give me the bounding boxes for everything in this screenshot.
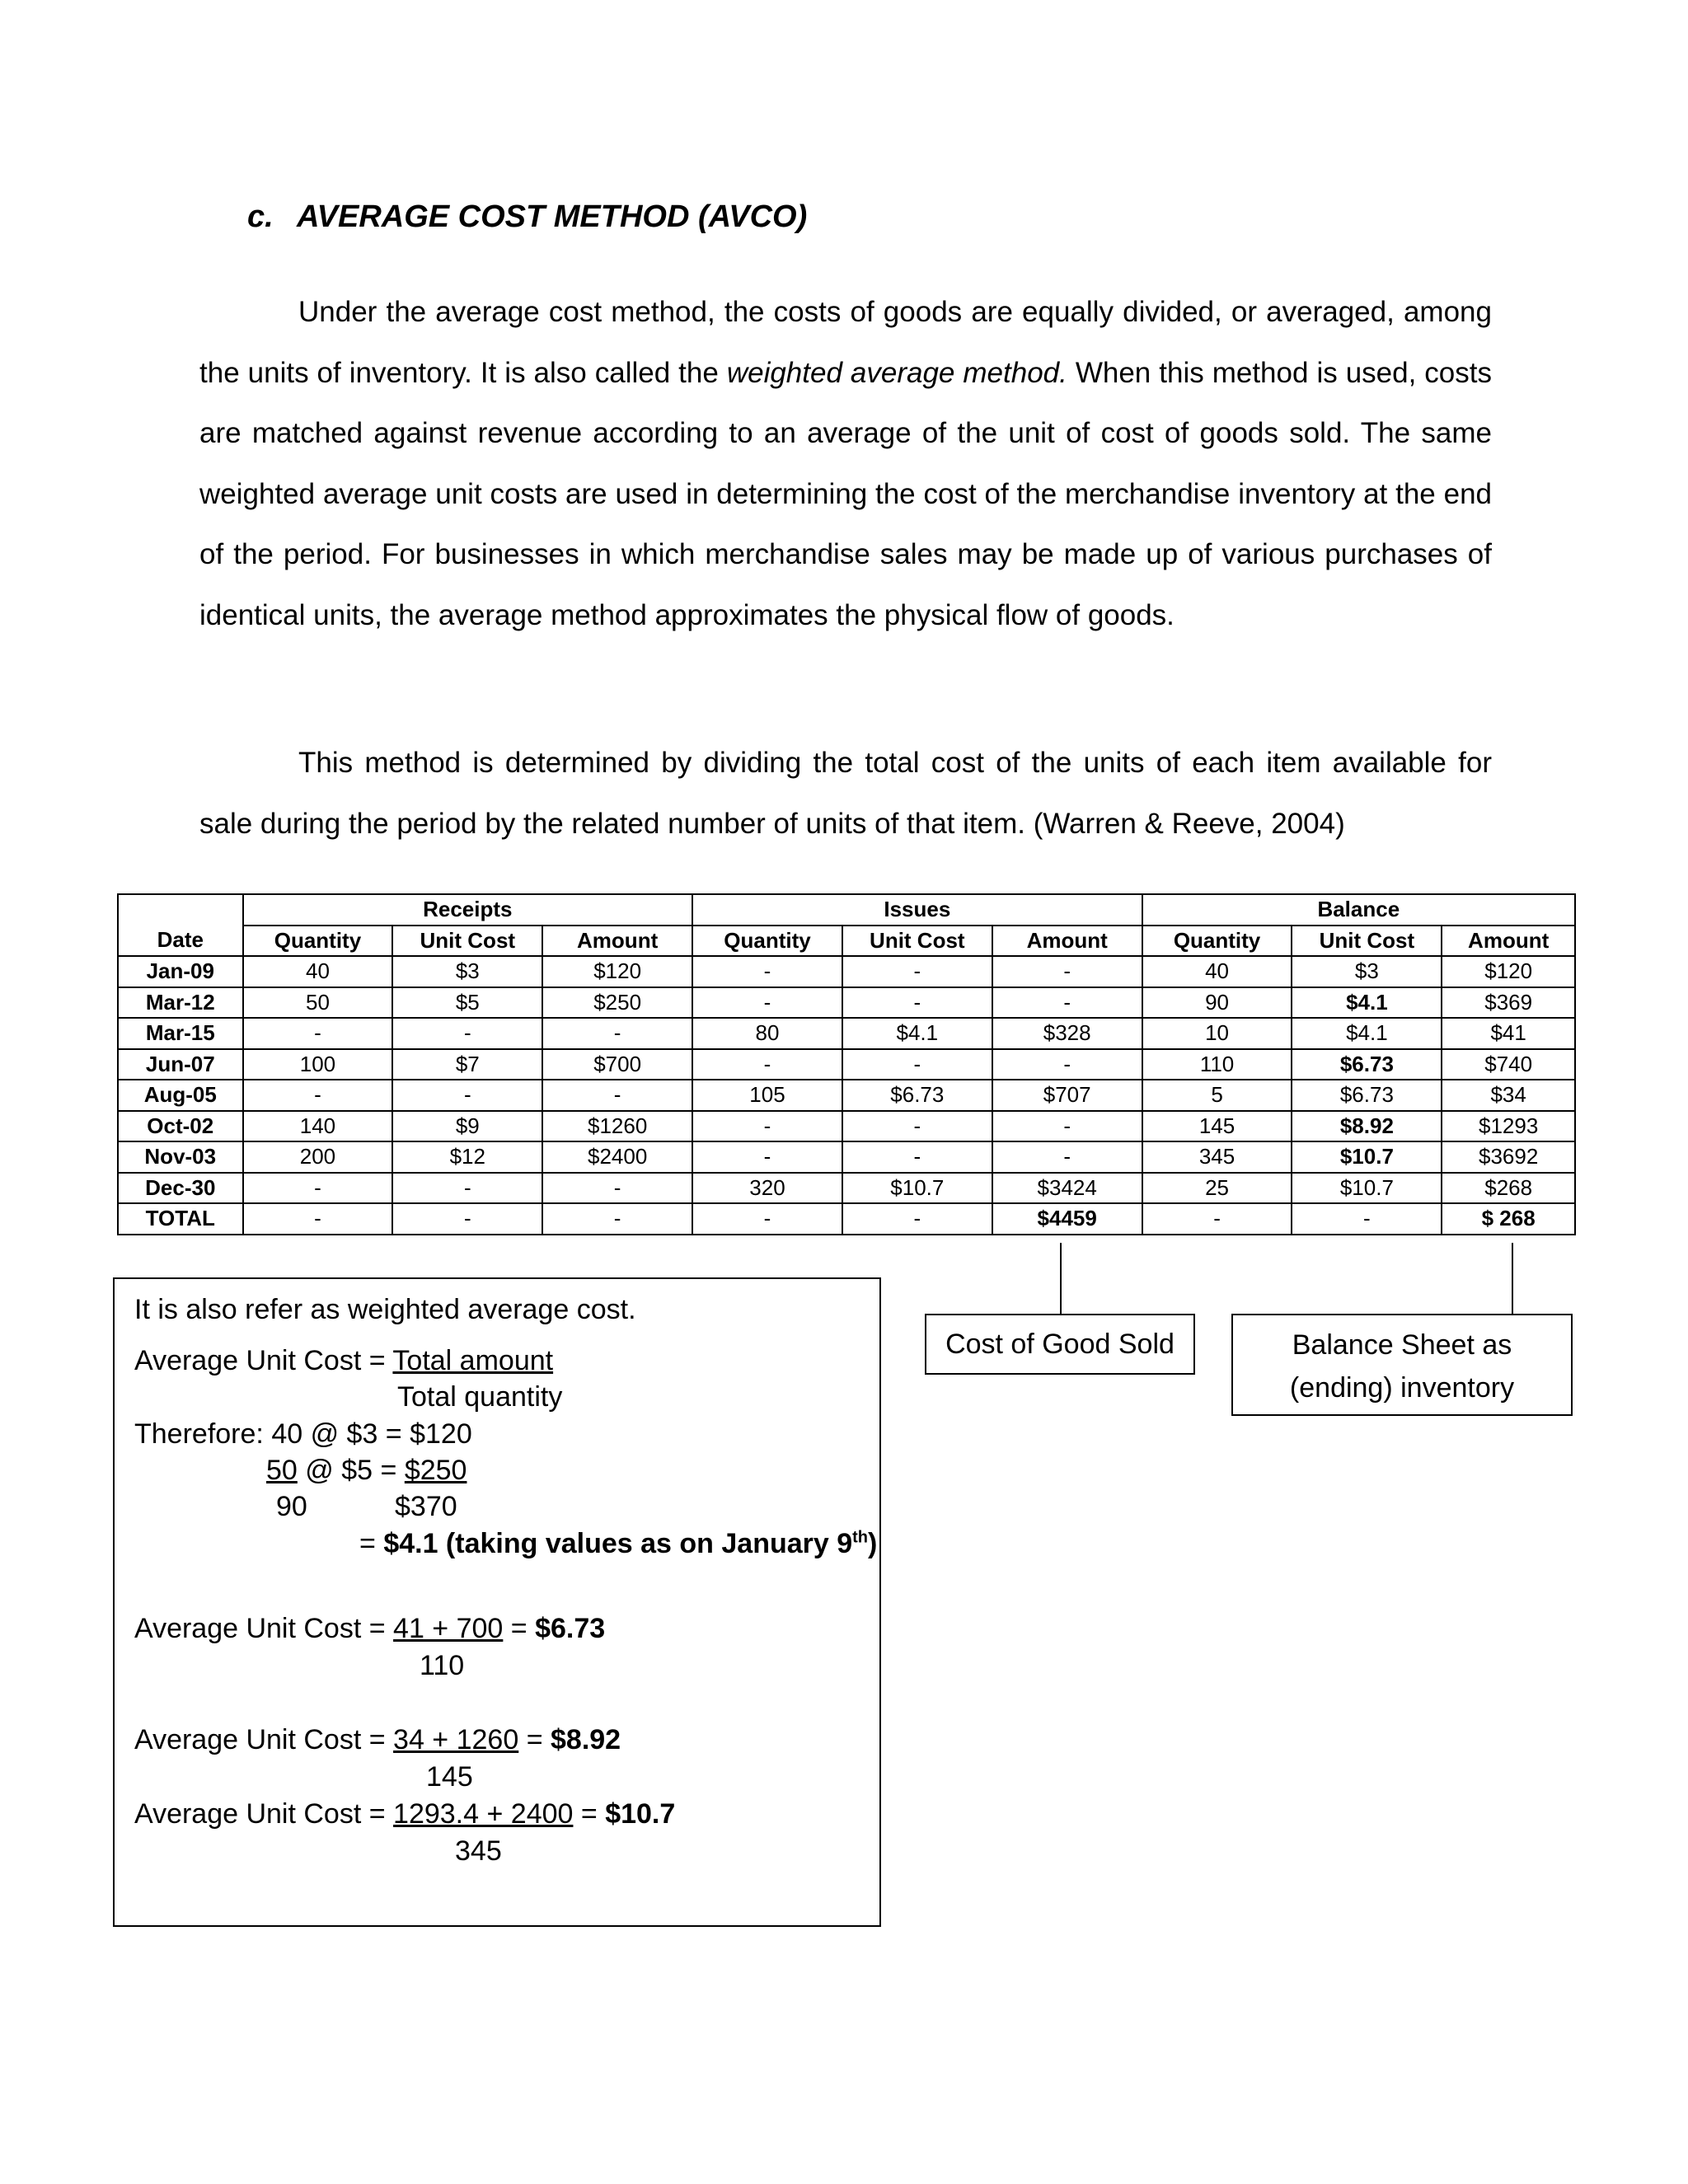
calc-avg-1-label: Average Unit Cost = [134,1613,394,1644]
result-line [359,1528,877,1560]
table-cell: $3 [392,956,542,987]
table-cell: $3424 [992,1173,1142,1204]
table-cell: $3692 [1442,1141,1575,1173]
calc-avg-3 [134,1798,675,1830]
table-cell: $6.73 [1292,1080,1442,1111]
table-cell: - [243,1080,393,1111]
header-blank [118,894,243,926]
table-cell: $268 [1442,1173,1575,1204]
table-cell: 105 [692,1080,842,1111]
table-row [118,1111,1575,1142]
table-cell: $10.7 [1292,1141,1442,1173]
weighted-average-term: weighted average method. [726,356,1067,389]
table-cell: $2400 [542,1141,692,1173]
table-cell: $10.7 [1292,1173,1442,1204]
paragraph-text: When this method is used, costs are matched against revenue according to an average of the unit of cost of goods sold. The same weighted average unit costs are used in determining the cost of the merchandise inventory at the end of the period. For businesses in which merchandise sales may be made up of various purchases of identical units, the average method approximates the physical flow of goods. [199,356,1492,631]
formula-numerator: Total amount [392,1345,554,1376]
table-cell: - [842,956,992,987]
avco-inventory-table [117,893,1576,1235]
table-cell: Mar-15 [118,1018,243,1049]
table-cell: 90 [1142,987,1292,1019]
table-cell: - [842,1111,992,1142]
table-cell: Nov-03 [118,1141,243,1173]
col-header-issues-quantity: Quantity [692,926,842,957]
result-value: $4.1 (taking values as on January 9 [383,1528,853,1559]
table-cell: 5 [1142,1080,1292,1111]
table-cell: Aug-05 [118,1080,243,1111]
calc-avg-1-result: $6.73 [535,1613,606,1644]
calc-avg-1-numerator: 41 + 700 [393,1613,504,1644]
formula-label: Average Unit Cost = [134,1345,393,1376]
table-cell: - [243,1173,393,1204]
table-cell: $8.92 [1292,1111,1442,1142]
table-cell: 25 [1142,1173,1292,1204]
table-cell: Oct-02 [118,1111,243,1142]
paragraph-definition [199,282,1492,646]
table-cell: Dec-30 [118,1173,243,1204]
table-cell: 10 [1142,1018,1292,1049]
table-cell: 110 [1142,1049,1292,1080]
table-cell: $4.1 [1292,987,1442,1019]
total-amount: $370 [395,1491,457,1522]
section-number: c. [247,199,274,234]
calc-line-2-amt: $250 [404,1455,467,1486]
table-cell: - [992,956,1142,987]
table-cell: 40 [1142,956,1292,987]
table-cell: - [692,1049,842,1080]
table-cell: $328 [992,1018,1142,1049]
table-cell: - [692,1111,842,1142]
table-cell: $6.73 [1292,1049,1442,1080]
calc-avg-2-label: Average Unit Cost = [134,1724,394,1755]
paragraph-text: Under the average cost method, the costs of goods are equally divided, or averaged, among the units of inventory. It is also called the [199,296,1492,389]
table-cell: $1293 [1442,1111,1575,1142]
table-cell: 40 [243,956,393,987]
table-row [118,1018,1575,1049]
table-cell: - [392,1018,542,1049]
table-cell: - [842,987,992,1019]
calc-avg-1 [134,1613,605,1645]
group-header-row [118,894,1575,926]
balance-connector-line [1512,1243,1513,1314]
balance-header: Balance [1142,894,1575,926]
table-row [118,1141,1575,1173]
result-superscript: th [852,1528,869,1547]
table-cell: 50 [243,987,393,1019]
col-header-balance-quantity: Quantity [1142,926,1292,957]
col-header-balance-amount: Amount [1442,926,1575,957]
table-cell: $9 [392,1111,542,1142]
total-qty: 90 [276,1491,307,1522]
col-header-issues-unit-cost: Unit Cost [842,926,992,957]
calc-avg-2-denominator: 145 [426,1761,473,1793]
issues-header: Issues [692,894,1142,926]
table-cell: $120 [1442,956,1575,987]
section-title: AVERAGE COST METHOD (AVCO) [297,199,808,234]
total-balance-cell: $ 268 [1442,1203,1575,1235]
table-cell: Jan-09 [118,956,243,987]
table-cell: - [243,1203,393,1235]
table-cell: - [1292,1203,1442,1235]
table-cell: 80 [692,1018,842,1049]
table-cell: 145 [1142,1111,1292,1142]
calc-avg-3-eq: = [573,1798,606,1830]
result-equals: = [359,1528,384,1559]
balance-callout-line1: Balance Sheet as [1292,1329,1512,1361]
table-cell: 320 [692,1173,842,1204]
calc-avg-3-result: $10.7 [605,1798,676,1830]
table-cell: $4.1 [842,1018,992,1049]
col-header-receipts-amount: Amount [542,926,692,957]
table-cell: $120 [542,956,692,987]
table-cell: $5 [392,987,542,1019]
table-cell: 345 [1142,1141,1292,1173]
calc-avg-2-numerator: 34 + 1260 [393,1724,519,1755]
table-cell: TOTAL [118,1203,243,1235]
paragraph-text: This method is determined by dividing the total cost of the units of each item available for sale during the period by the related number of units of that item. (Warren & Reeve, 2004) [199,747,1492,840]
result-close: ) [868,1528,878,1559]
table-row [118,956,1575,987]
table-cell: - [842,1141,992,1173]
table-cell: - [542,1203,692,1235]
balance-sheet-callout [1231,1314,1573,1416]
table-cell: - [992,1111,1142,1142]
table-cell: $369 [1442,987,1575,1019]
calc-avg-1-eq: = [503,1613,536,1644]
table-cell: $7 [392,1049,542,1080]
col-header-receipts-unit-cost: Unit Cost [392,926,542,957]
table-cell: Mar-12 [118,987,243,1019]
calc-avg-2-result: $8.92 [551,1724,621,1755]
table-cell: $250 [542,987,692,1019]
calc-line-1: 40 @ $3 = $120 [271,1418,472,1450]
table-cell: $3 [1292,956,1442,987]
calculation-note-box [113,1277,881,1927]
calc-line-2-qty: 50 [266,1455,298,1486]
table-cell: Jun-07 [118,1049,243,1080]
formula-denominator: Total quantity [397,1381,563,1413]
balance-callout-line2: (ending) inventory [1289,1372,1515,1404]
table-cell: - [542,1018,692,1049]
therefore-label: Therefore: [134,1418,272,1450]
receipts-header: Receipts [243,894,693,926]
table-cell: - [542,1080,692,1111]
col-header-issues-amount: Amount [992,926,1142,957]
table-row [118,1049,1575,1080]
table-cell: - [392,1173,542,1204]
table-cell: - [992,987,1142,1019]
table-row [118,1080,1575,1111]
table-cell: - [692,1203,842,1235]
calc-avg-2 [134,1724,621,1756]
table-total-row [118,1203,1575,1235]
calc-avg-3-denominator: 345 [455,1835,502,1867]
table-cell: 100 [243,1049,393,1080]
table-cell: $41 [1442,1018,1575,1049]
table-cell: $4.1 [1292,1018,1442,1049]
total-cogs-cell: $4459 [992,1203,1142,1235]
table-cell: $707 [992,1080,1142,1111]
table-cell: $34 [1442,1080,1575,1111]
table-cell: $10.7 [842,1173,992,1204]
table-cell: $12 [392,1141,542,1173]
table-cell: - [1142,1203,1292,1235]
calc-avg-3-numerator: 1293.4 + 2400 [393,1798,574,1830]
table-cell: - [542,1173,692,1204]
cogs-connector-line [1060,1243,1062,1314]
section-heading [247,199,807,235]
table-cell: - [842,1049,992,1080]
table-cell: - [992,1049,1142,1080]
table-cell: - [392,1080,542,1111]
table-cell: $6.73 [842,1080,992,1111]
column-header-row [118,926,1575,957]
table-row [118,987,1575,1019]
table-cell: - [392,1203,542,1235]
col-header-date: Date [118,926,243,957]
table-cell: - [243,1018,393,1049]
table-cell: - [692,956,842,987]
table-cell: - [692,987,842,1019]
calc-avg-1-denominator: 110 [420,1650,465,1681]
paragraph-method [199,733,1492,854]
table-cell: - [992,1141,1142,1173]
table-cell: - [692,1141,842,1173]
cogs-callout-text: Cost of Good Sold [945,1329,1175,1360]
calc-line-2 [266,1455,467,1487]
formula-line [134,1345,553,1377]
table-cell: - [842,1203,992,1235]
note-intro: It is also refer as weighted average cost. [134,1294,636,1325]
calc-avg-3-label: Average Unit Cost = [134,1798,394,1830]
therefore-line [134,1418,472,1451]
table-cell: 140 [243,1111,393,1142]
table-cell: $1260 [542,1111,692,1142]
calc-line-2-mid: @ $5 = [297,1455,405,1486]
col-header-receipts-quantity: Quantity [243,926,393,957]
calc-avg-2-eq: = [518,1724,551,1755]
table-row [118,1173,1575,1204]
table-cell: $740 [1442,1049,1575,1080]
cogs-callout [925,1314,1195,1375]
col-header-balance-unit-cost: Unit Cost [1292,926,1442,957]
table-cell: $700 [542,1049,692,1080]
table-cell: 200 [243,1141,393,1173]
